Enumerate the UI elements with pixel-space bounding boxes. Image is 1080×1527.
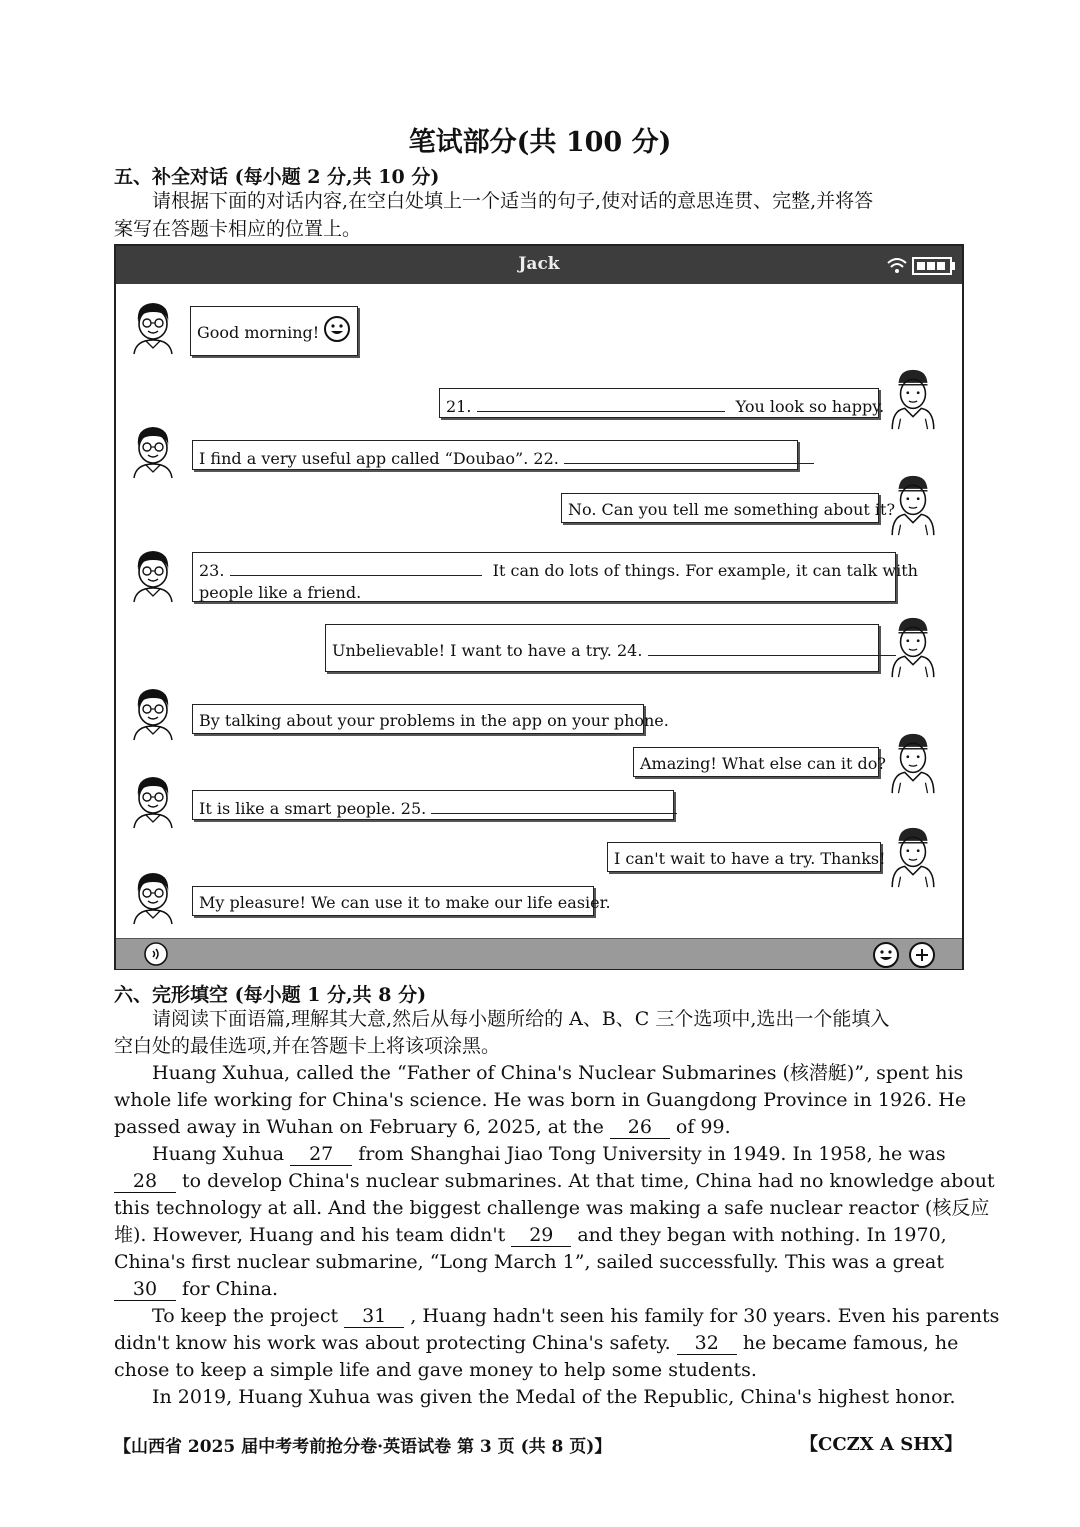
chat-window: [114, 244, 964, 970]
chat-contact-name: Jack: [518, 254, 560, 274]
chat-header-bar: [116, 246, 962, 284]
page-title: 笔试部分(共 100 分): [408, 127, 672, 158]
wifi-icon: [886, 256, 908, 276]
passage-line: [152, 1141, 946, 1168]
cloze-blank-28[interactable]: 28: [114, 1170, 176, 1193]
answer-blank-23[interactable]: [230, 557, 482, 576]
blank-number: 23.: [199, 561, 225, 580]
passage-text: of 99.: [675, 1116, 731, 1138]
passage-text: passed away in Wuhan on February 6, 2025, at the: [114, 1116, 604, 1138]
passage-text: didn't know his work was about protecting China's safety.: [114, 1332, 671, 1354]
passage-line: [114, 1114, 731, 1141]
passage-line: [152, 1303, 999, 1330]
passage-line: [114, 1222, 947, 1249]
passage-text: and they began with nothing. In 1970,: [577, 1224, 947, 1246]
chat-message-11: My pleasure! We can use it to make our life easier.: [192, 886, 594, 916]
chat-message-3: [192, 440, 798, 470]
answer-blank-25[interactable]: [431, 795, 677, 814]
message-text: Unbelievable! I want to have a try.: [332, 641, 612, 660]
passage-line: chose to keep a simple life and gave money to help some students.: [114, 1359, 757, 1381]
answer-blank-22[interactable]: [564, 445, 814, 464]
cloze-blank-31[interactable]: 31: [344, 1305, 404, 1328]
jack-avatar: [886, 824, 940, 890]
passage-line: Huang Xuhua, called the “Father of China's Nuclear Submarines (核潜艇)”, spent his: [152, 1062, 964, 1084]
passage-text: for China.: [182, 1278, 279, 1300]
chat-message-10: I can't wait to have a try. Thanks!: [607, 842, 881, 872]
section6-instruction-line2: 空白处的最佳选项,并在答题卡上将该项涂黑。: [114, 1035, 501, 1057]
smiley-icon: [323, 315, 351, 343]
cloze-blank-26[interactable]: 26: [610, 1116, 670, 1139]
battery-icon: [912, 257, 956, 275]
jack-avatar: [886, 730, 940, 796]
passage-line: [114, 1276, 278, 1303]
boy-avatar: [128, 686, 178, 742]
passage-text: to develop China's nuclear submarines. At that time, China had no knowledge about: [182, 1170, 995, 1192]
jack-avatar: [886, 366, 940, 432]
section5-instruction-line2: 案写在答题卡相应的位置上。: [114, 218, 362, 240]
boy-avatar: [128, 774, 178, 830]
voice-icon[interactable]: [144, 942, 168, 966]
chat-message-9: [192, 790, 674, 820]
passage-line: [114, 1330, 958, 1357]
passage-line: this technology at all. And the biggest challenge was making a safe nuclear reactor (核反应: [114, 1197, 990, 1219]
chat-message-2: [439, 388, 885, 418]
blank-number: 24.: [616, 641, 643, 660]
cloze-blank-29[interactable]: 29: [511, 1224, 571, 1247]
chat-message-1: [190, 306, 358, 356]
chat-message-7: By talking about your problems in the app on your phone.: [192, 704, 644, 734]
passage-line: China's first nuclear submarine, “Long March 1”, sailed successfully. This was a great: [114, 1251, 944, 1273]
cloze-blank-32[interactable]: 32: [677, 1332, 737, 1355]
section6-heading: 六、完形填空 (每小题 1 分,共 8 分): [114, 984, 427, 1006]
boy-avatar: [128, 870, 178, 926]
message-text: people like a friend.: [199, 583, 362, 602]
chat-message-4: No. Can you tell me something about it?: [561, 493, 879, 523]
passage-text: he became famous, he: [742, 1332, 959, 1354]
boy-avatar: [128, 548, 178, 604]
passage-text: from Shanghai Jiao Tong University in 1949. In 1958, he was: [358, 1143, 946, 1165]
chat-message-6: [325, 624, 879, 672]
section6-instruction-line1: 请阅读下面语篇,理解其大意,然后从每小题所给的 A、B、C 三个选项中,选出一个能填入: [152, 1008, 890, 1030]
message-text: It can do lots of things. For example, it can talk with: [492, 561, 918, 580]
chat-message-5: [192, 552, 918, 602]
cloze-blank-30[interactable]: 30: [114, 1278, 176, 1301]
section5-instruction-line1: 请根据下面的对话内容,在空白处填上一个适当的句子,使对话的意思连贯、完整,并将答: [152, 190, 874, 212]
section5-heading: 五、补全对话 (每小题 2 分,共 10 分): [114, 166, 440, 188]
passage-text: Huang Xuhua: [152, 1143, 285, 1165]
message-text: Good morning!: [197, 323, 320, 342]
page-footer-info: 【山西省 2025 届中考考前抢分卷·英语试卷 第 3 页 (共 8 页)】: [114, 1437, 612, 1457]
passage-text: To keep the project: [152, 1305, 339, 1327]
chat-input-bar: [116, 938, 962, 969]
blank-number: 25.: [400, 799, 427, 818]
plus-icon[interactable]: [908, 941, 936, 969]
boy-avatar: [128, 424, 178, 480]
message-text: I find a very useful app called “Doubao”.: [199, 449, 529, 468]
cloze-blank-27[interactable]: 27: [290, 1143, 352, 1166]
passage-line: whole life working for China's science. He was born in Guangdong Province in 1926. He: [114, 1089, 967, 1111]
answer-blank-24[interactable]: [648, 637, 896, 656]
passage-text: 堆). However, Huang and his team didn't: [114, 1224, 506, 1246]
message-text: It is like a smart people.: [199, 799, 396, 818]
blank-number: 22.: [533, 449, 559, 468]
boy-avatar: [128, 300, 178, 356]
answer-blank-21[interactable]: [477, 393, 725, 412]
emoji-icon[interactable]: [872, 941, 900, 969]
blank-number: 21.: [446, 397, 472, 416]
passage-line: [114, 1168, 995, 1195]
passage-line: In 2019, Huang Xuhua was given the Medal of the Republic, China's highest honor.: [152, 1386, 956, 1408]
page-footer-code: 【CCZX A SHX】: [800, 1434, 963, 1455]
passage-text: , Huang hadn't seen his family for 30 years. Even his parents: [410, 1305, 1000, 1327]
message-text: You look so happy.: [735, 397, 885, 416]
chat-message-8: Amazing! What else can it do?: [633, 747, 879, 777]
